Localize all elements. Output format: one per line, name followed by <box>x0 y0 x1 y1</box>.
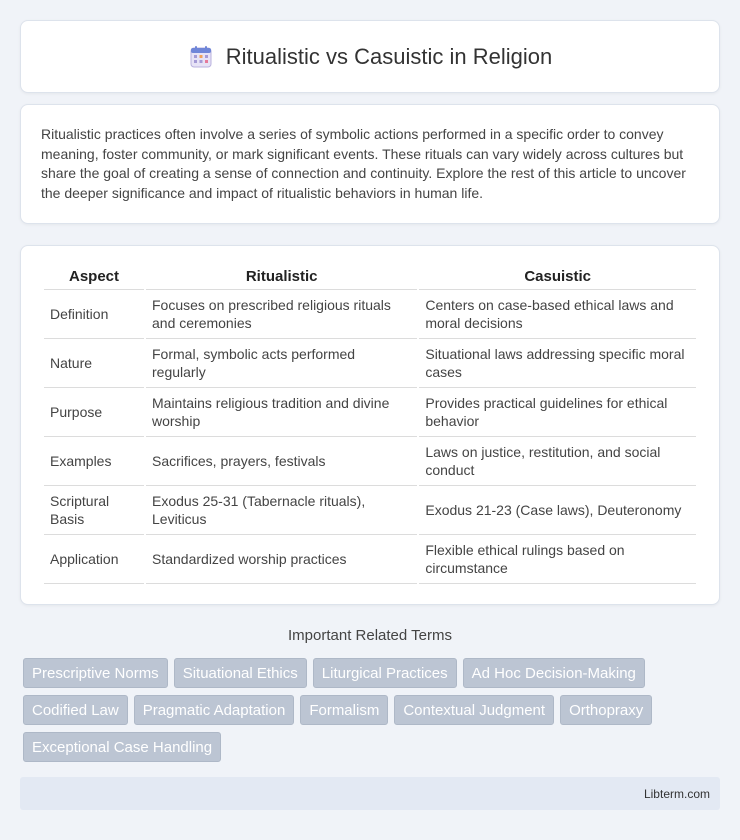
row-ritualistic: Standardized worship practices <box>146 535 417 584</box>
related-term-tag[interactable]: Pragmatic Adaptation <box>134 695 295 725</box>
row-casuistic: Flexible ethical rulings based on circumstance <box>419 535 696 584</box>
comparison-table <box>42 266 698 584</box>
intro-text: Ritualistic practices often involve a series of symbolic actions performed in a specific order to convey meaning, foster community, or mark significant events. These rituals can vary widely across cultures but share the goal of creating a sense of connection and continuity. Explore the rest of this article to uncover the deeper significance and impact of ritualistic behaviors in human life. <box>41 126 686 201</box>
row-casuistic: Situational laws addressing specific moral cases <box>419 339 696 388</box>
table-row <box>44 388 696 437</box>
row-casuistic: Exodus 21-23 (Case laws), Deuteronomy <box>419 486 696 535</box>
row-aspect: Definition <box>44 290 144 339</box>
table-row <box>44 437 696 486</box>
header-ritualistic: Ritualistic <box>146 266 417 290</box>
header-casuistic: Casuistic <box>419 266 696 290</box>
related-term-tag[interactable]: Prescriptive Norms <box>23 658 168 688</box>
table-row <box>44 339 696 388</box>
header-aspect: Aspect <box>44 266 144 290</box>
related-term-tag[interactable]: Ad Hoc Decision-Making <box>463 658 645 688</box>
related-term-tag[interactable]: Orthopraxy <box>560 695 652 725</box>
row-ritualistic: Formal, symbolic acts performed regularly <box>146 339 417 388</box>
row-ritualistic: Sacrifices, prayers, festivals <box>146 437 417 486</box>
related-terms-list <box>20 658 700 762</box>
row-aspect: Examples <box>44 437 144 486</box>
row-ritualistic: Maintains religious tradition and divine worship <box>146 388 417 437</box>
page-title: Ritualistic vs Casuistic in Religion <box>225 43 553 69</box>
row-aspect: Purpose <box>44 388 144 437</box>
row-aspect: Scriptural Basis <box>44 486 144 535</box>
related-term-tag[interactable]: Situational Ethics <box>174 658 307 688</box>
table-row <box>44 535 696 584</box>
row-casuistic: Provides practical guidelines for ethical behavior <box>419 388 696 437</box>
related-terms-heading: Important Related Terms <box>288 627 452 644</box>
row-casuistic: Laws on justice, restitution, and social conduct <box>419 437 696 486</box>
comparison-card <box>20 245 720 605</box>
row-ritualistic: Focuses on prescribed religious rituals and ceremonies <box>146 290 417 339</box>
related-term-tag[interactable]: Contextual Judgment <box>394 695 554 725</box>
row-ritualistic: Exodus 25-31 (Tabernacle rituals), Leviticus <box>146 486 417 535</box>
calendar-icon <box>188 44 214 70</box>
intro-card <box>20 104 720 224</box>
related-term-tag[interactable]: Exceptional Case Handling <box>23 732 221 762</box>
table-row <box>44 486 696 535</box>
related-term-tag[interactable]: Liturgical Practices <box>313 658 457 688</box>
footer-site-link[interactable]: Libterm.com <box>643 786 710 801</box>
related-term-tag[interactable]: Codified Law <box>23 695 128 725</box>
title-card <box>20 20 720 93</box>
footer <box>20 777 720 810</box>
row-aspect: Nature <box>44 339 144 388</box>
related-term-tag[interactable]: Formalism <box>300 695 388 725</box>
table-row <box>44 290 696 339</box>
row-casuistic: Centers on case-based ethical laws and moral decisions <box>419 290 696 339</box>
table-header-row <box>44 266 696 290</box>
row-aspect: Application <box>44 535 144 584</box>
